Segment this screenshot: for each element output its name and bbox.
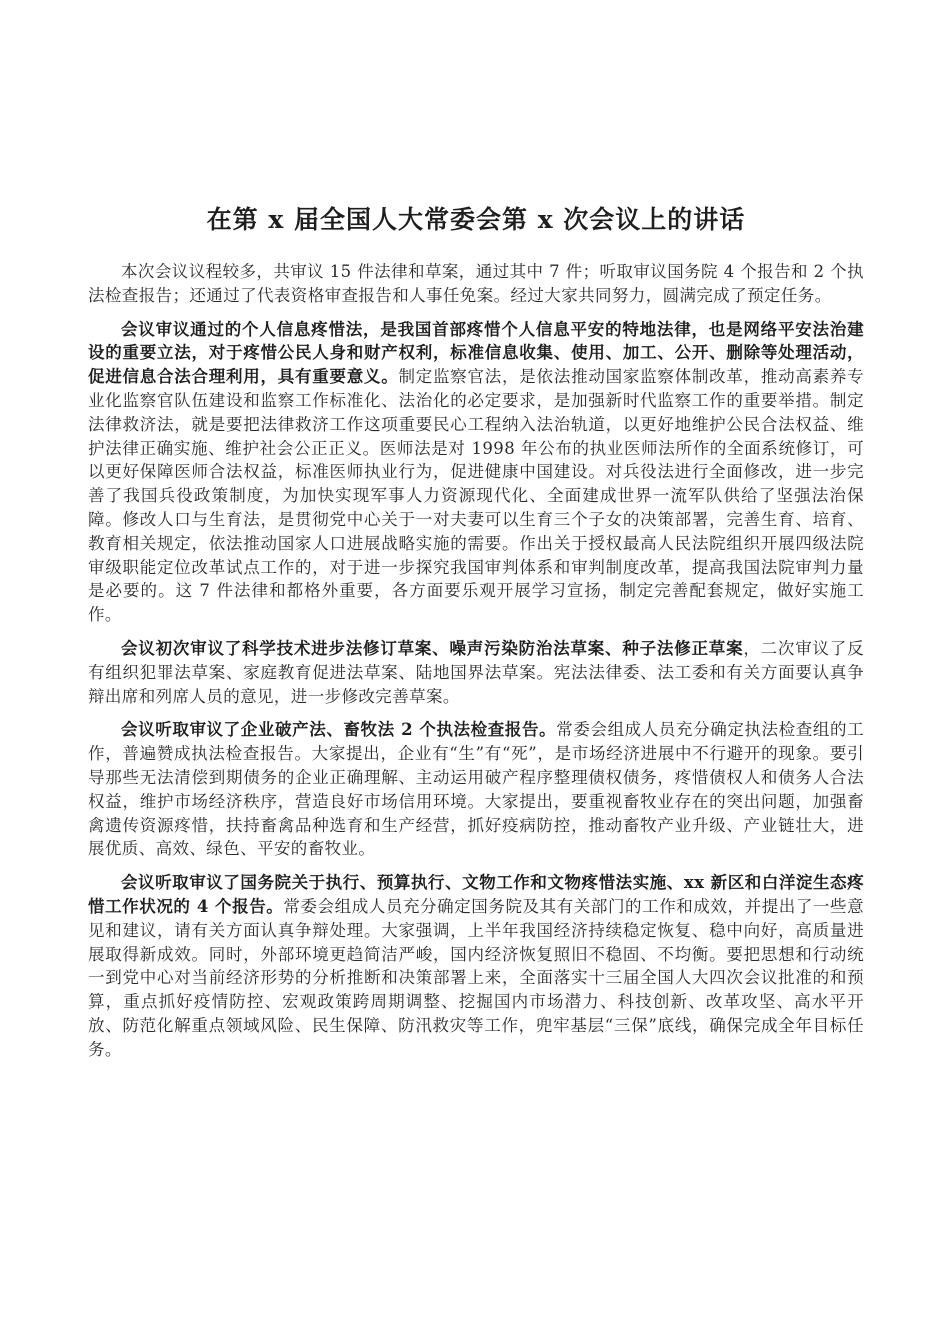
paragraph-body: 制定监察官法，是依法推动国家监察体制改革，推动高素养专业化监察官队伍建设和监察工作标准化、法治化的必定要求，是加强新时代监察工作的重要举措。制定法律救济法，就是要把法律救济工作这项重要民心工程纳入法治轨道，以更好地维护公民合法权益、维护法律正确实施、维护社会公正正义。医师法是对 1998 年公布的执业医师法所作的全面系统修订，可以更好保障医师合法权益，标准医师执业行为，促进健康中国建设。对兵役法进行全面修改，进一步完善了我国兵役政策制度，为加快实现军事人力资源现代化、全面建成世界一流军队供给了坚强法治保障。修改人口与生育法，是贯彻党中心关于一对夫妻可以生育三个子女的决策部署，完善生育、培育、教育相关规定，依法推动国家人口进展战略实施的需要。作出关于授权最高人民法院组织开展四级法院审级职能定位改革试点工作的，对于进一步探究我国审判体系和审判制度改革，提高我国法院审判力量是必要的。这 7 件法律和都格外重要，各方面要乐观开展学习宣扬，制定完善配套规定，做好实施工作。: [88, 367, 864, 625]
paragraph-laws-passed: [88, 318, 864, 627]
paragraph-summary: [88, 260, 864, 308]
paragraph-enforcement-reports: [88, 718, 864, 861]
paragraph-body: 本次会议议程较多，共审议 15 件法律和草案，通过其中 7 件；听取审议国务院 4 个报告和 2 个执法检查报告；还通过了代表资格审查报告和人事任免案。经过大家共同努力，圆满完成了预定任务。: [88, 262, 864, 305]
paragraph-lead: 会议审议通过的个人信息疼惜法，是我国首部疼惜个人信息平安的特地法律，也是网络平安法治建设的重要立法，对于疼惜公民人身和财产权利，标准信息收集、使用、加工、公开、删除等处理活动，促进信息合法合理利用，具有重要意义。: [88, 319, 864, 387]
paragraph-body: 常委会组成人员充分确定执法检查组的工作，普遍赞成执法检查报告。大家提出，企业有“生”有“死”，是市场经济进展中不行避开的现象。要引导那些无法清偿到期债务的企业正确理解、主动运用破产程序整理债权债务，疼惜债权人和债务人合法权益，维护市场经济秩序，营造良好市场信用环境。大家提出，要重视畜牧业存在的突出问题，加强畜禽遗传资源疼惜，扶持畜禽品种选育和生产经营，抓好疫病防控，推动畜牧产业升级、产业链壮大，进展优质、高效、绿色、平安的畜牧业。: [88, 720, 864, 859]
paragraph-body: ，二次审议了反有组织犯罪法草案、家庭教育促进法草案、陆地国界法草案。宪法法律委、法工委和有关方面要认真争辩出席和列席人员的意见，进一步修改完善草案。: [88, 638, 864, 706]
paragraph-body: 常委会组成人员充分确定国务院及其有关部门的工作和成效，并提出了一些意见和建议，请有关方面认真争辩处理。大家强调，上半年我国经济持续稳定恢复、稳中向好，高质量进展取得新成效。同时，外部环境更趋简洁严峻，国内经济恢复照旧不稳固、不均衡。要把思想和行动统一到党中心对当前经济形势的分析推断和决策部署上来，全面落实十三届全国人大四次会议批准的和预算，重点抓好疫情防控、宏观政策跨周期调整、挖掘国内市场潜力、科技创新、改革攻坚、高水平开放、防范化解重点领域风险、民生保障、防汛救灾等工作，兜牢基层“三保”底线，确保完成全年目标任务。: [88, 896, 865, 1059]
paragraph-lead: 会议听取审议了国务院关于执行、预算执行、文物工作和文物疼惜法实施、xx 新区和白洋淀生态疼惜工作状况的 4 个报告。: [88, 873, 864, 916]
document-title: 在第 x 届全国人大常委会第 x 次会议上的讲话: [206, 205, 746, 234]
paragraph-lead: 会议初次审议了科学技术进步法修订草案、噪声污染防治法草案、种子法修正草案: [121, 638, 744, 658]
paragraph-draft-reviews: [88, 637, 864, 708]
paragraph-lead: 会议听取审议了企业破产法、畜牧法 2 个执法检查报告。: [121, 720, 557, 740]
document-page: [88, 200, 864, 1072]
paragraph-state-council-reports: [88, 871, 864, 1061]
